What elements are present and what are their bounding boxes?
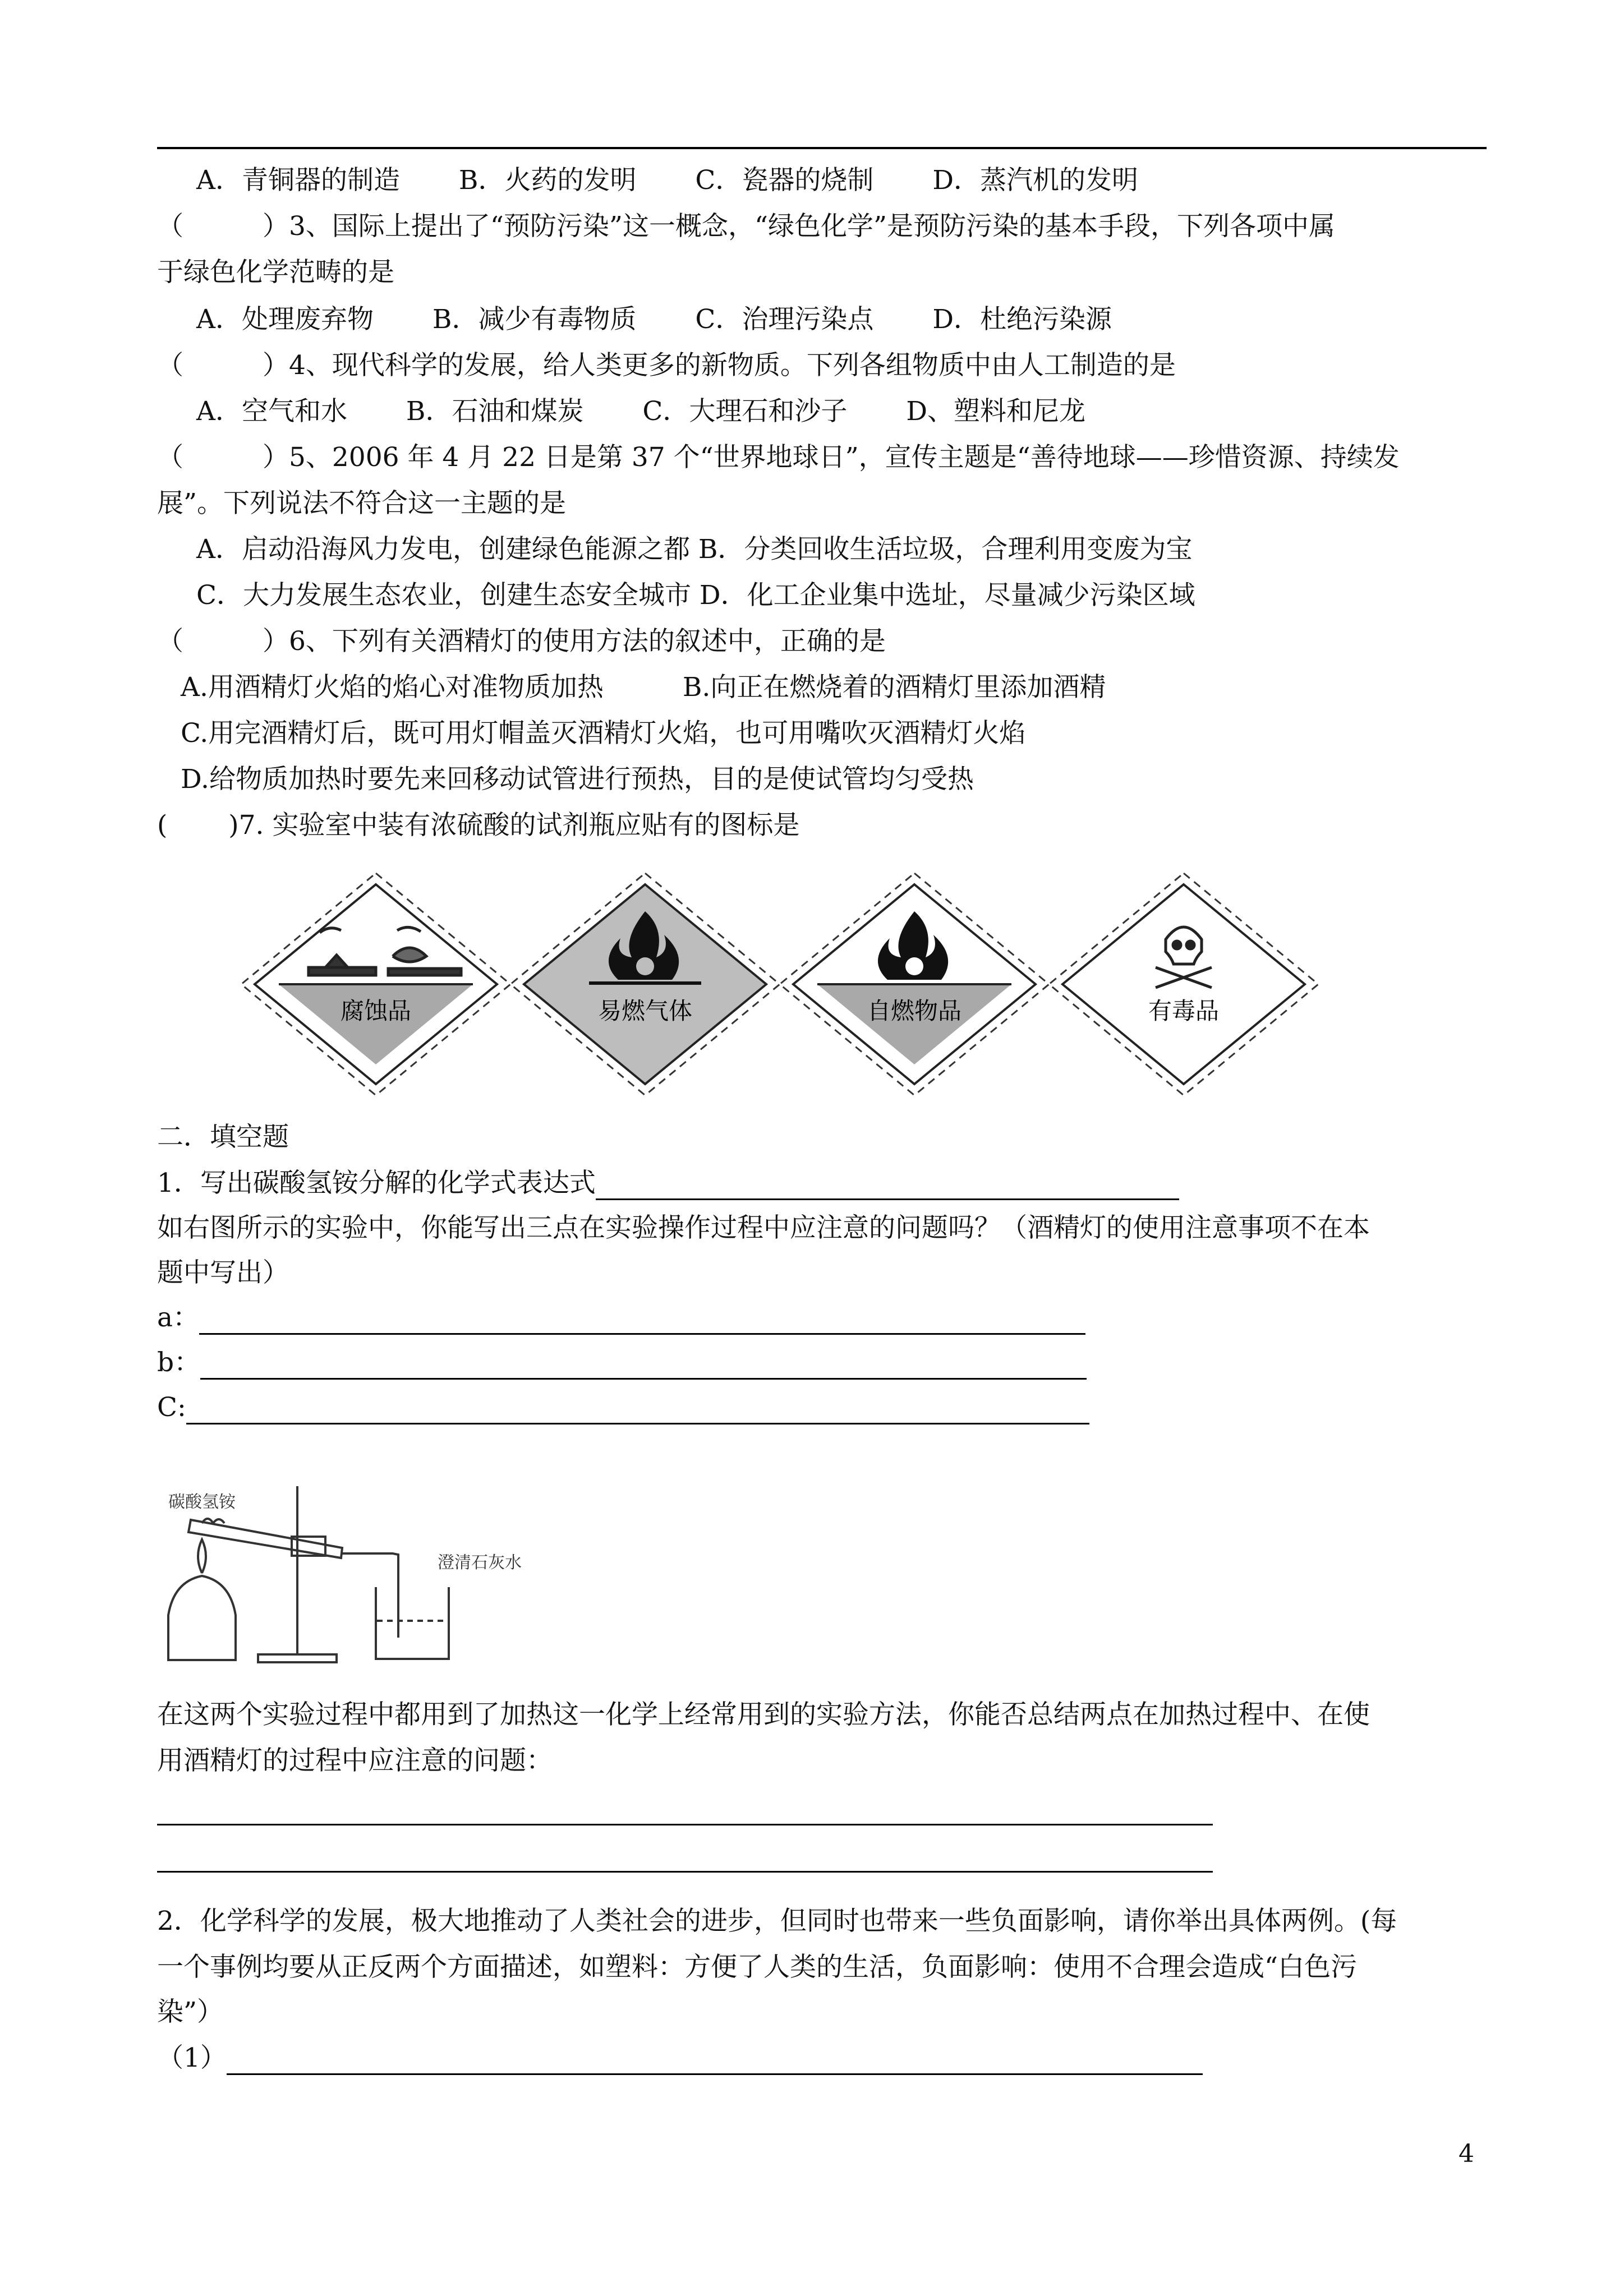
q4-stem: （ ）4、现代科学的发展，给人类更多的新物质。下列各组物质中由人工制造的是 (157, 350, 1176, 381)
q6-option-ab: A.用酒精灯火焰的焰心对准物质加热 B.向正在燃烧着的酒精灯里添加酒精 (181, 672, 1106, 703)
s2-q2-item1-label: （1） (157, 2043, 227, 2073)
test-tube (188, 1520, 342, 1558)
toxic-label: 有毒品 (1148, 997, 1220, 1025)
s2-answer-a-row (157, 1301, 1085, 1335)
beaker (376, 1587, 449, 1659)
q4-option-c: C．大理石和沙子 (642, 396, 848, 427)
section2-title: 二．填空题 (157, 1122, 289, 1152)
s2-label-c: C: (157, 1392, 186, 1423)
s2-q1-line3: 题中写出） (157, 1257, 289, 1288)
q6-option-c: C.用完酒精灯后，既可用灯帽盖灭酒精灯火焰，也可用嘴吹灭酒精灯火焰 (181, 718, 1026, 749)
apparatus-label-ammonium-bicarbonate: 碳酸氢铵 (168, 1492, 236, 1512)
flammable-gas-sign (510, 873, 780, 1095)
s2-q2-item1-row (157, 2041, 1203, 2075)
s2-label-b: b： (157, 1347, 201, 1378)
s2-q1-line2: 如右图所示的实验中，你能写出三点在实验操作过程中应注意的问题吗？（酒精灯的使用注意事项不在本 (157, 1212, 1370, 1243)
q6-stem: （ ）6、下列有关酒精灯的使用方法的叙述中，正确的是 (157, 626, 886, 657)
q2-option-a: A．青铜器的制造 (196, 165, 400, 196)
s2-answer-a-blank[interactable] (199, 1307, 1085, 1335)
q3-option-c: C．治理污染点 (695, 304, 874, 335)
q3-option-a: A．处理废弃物 (196, 304, 374, 335)
delivery-tube (342, 1553, 398, 1638)
flammable-gas-label: 易燃气体 (597, 997, 693, 1025)
s2-answer-c-blank[interactable] (186, 1397, 1089, 1424)
header-rule (157, 147, 1487, 149)
s2-summary-line2: 用酒精灯的过程中应注意的问题： (157, 1745, 553, 1776)
s2-answer-c-row (157, 1391, 1089, 1424)
stand-base (258, 1654, 337, 1662)
lamp-flame (198, 1539, 206, 1573)
spontaneous-combustion-sign (780, 873, 1049, 1095)
s2-q1-answer-blank[interactable] (596, 1173, 1179, 1200)
q5-stem-line2: 展”。下列说法不符合这一主题的是 (157, 488, 567, 519)
s2-summary-answer-blank-2[interactable] (157, 1871, 1213, 1873)
hazard-signs-figure (241, 872, 1329, 1096)
q3-stem-line2: 于绿色化学范畴的是 (157, 257, 394, 288)
q5-stem-line1: （ ）5、2006 年 4 月 22 日是第 37 个“世界地球日”，宣传主题是“善待地球——珍惜资源、持续发 (157, 442, 1400, 473)
apparatus-label-limewater: 澄清石灰水 (438, 1553, 522, 1573)
q6-option-d: D.给物质加热时要先来回移动试管进行预热，目的是使试管均匀受热 (181, 764, 974, 795)
s2-q1-row (157, 1167, 1179, 1200)
s2-label-a: a： (157, 1302, 200, 1333)
s2-q2-line2: 一个事例均要从正反两个方面描述，如塑料：方便了人类的生活，负面影响：使用不合理会造成“白色污 (157, 1952, 1358, 1983)
page-number: 4 (1459, 2140, 1474, 2168)
q3-option-d: D．杜绝污染源 (932, 304, 1112, 335)
s2-q2-line3: 染”） (157, 1997, 224, 2027)
q4-option-d: D、塑料和尼龙 (906, 396, 1086, 427)
q2-option-c: C．瓷器的烧制 (695, 165, 874, 196)
heating-apparatus-figure (157, 1469, 539, 1671)
q7-stem: ( )7. 实验室中装有浓硫酸的试剂瓶应贴有的图标是 (157, 810, 800, 841)
spontaneous-combustion-label: 自燃物品 (867, 997, 962, 1025)
s2-summary-answer-blank-1[interactable] (157, 1824, 1213, 1825)
s2-answer-b-row (157, 1346, 1087, 1380)
q5-option-cd: C．大力发展生态农业，创建生态安全城市 D．化工企业集中选址，尽量减少污染区域 (196, 580, 1195, 611)
corrosive-label: 腐蚀品 (340, 997, 412, 1025)
q4-option-b: B．石油和煤炭 (406, 396, 584, 427)
s2-q2-item1-blank[interactable] (227, 2048, 1203, 2075)
q3-stem-line1: （ ）3、国际上提出了“预防污染”这一概念，“绿色化学”是预防污染的基本手段，下列各项中属 (157, 211, 1336, 242)
s2-summary-line1: 在这两个实验过程中都用到了加热这一化学上经常用到的实验方法，你能否总结两点在加热过程中、在使 (157, 1699, 1370, 1730)
s2-answer-b-blank[interactable] (200, 1352, 1087, 1380)
toxic-sign (1049, 873, 1318, 1095)
alcohol-lamp (168, 1576, 236, 1660)
q3-option-b: B．减少有毒物质 (432, 304, 637, 335)
s2-q2-line1: 2．化学科学的发展，极大地推动了人类社会的进步，但同时也带来一些负面影响，请你举出具体两例。(每 (157, 1906, 1397, 1937)
q4-option-a: A．空气和水 (196, 396, 347, 427)
q2-option-d: D．蒸汽机的发明 (932, 165, 1139, 196)
q5-option-ab: A．启动沿海风力发电，创建绿色能源之都 B．分类回收生活垃圾，合理利用变废为宝 (196, 534, 1193, 565)
corrosive-sign (241, 873, 510, 1095)
q2-options (196, 164, 1189, 197)
q3-options (196, 303, 1162, 336)
q4-options (196, 395, 1136, 428)
q2-option-b: B．火药的发明 (458, 165, 637, 196)
s2-q1-prefix: 1．写出碳酸氢铵分解的化学式表达式 (157, 1168, 596, 1198)
